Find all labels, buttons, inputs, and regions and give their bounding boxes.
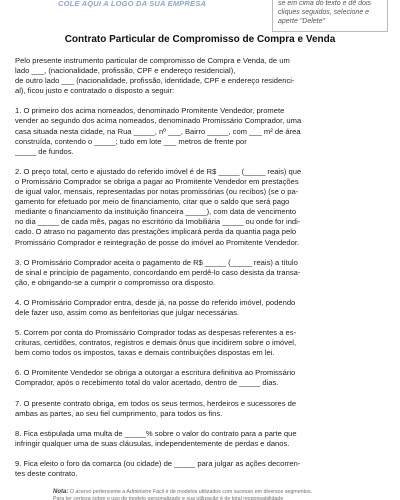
text-line: infringir qualquer uma de suas cláusulas, independentemente de perdas e danos. — [15, 438, 290, 448]
tip-line: aperte "Delete" — [278, 18, 325, 25]
text-line: al), ficou justo e contratado o disposto a seguir: — [15, 86, 175, 96]
contract-title: Contrato Particular de Compromisso de Compra e Venda — [64, 34, 336, 45]
text-line: 5. Correm por conta do Promissário Comprador todas as despesas referentes a es- — [15, 328, 297, 338]
text-line: mediante o financiamento da instituição financeira _____), com data de vencimento — [15, 207, 297, 217]
text-line: ção, e obrigando-se a cumprir o compromisso ora disposto. — [15, 277, 216, 287]
text-line: lado ___, (nacionalidade, profissão, CPF e endereço residencial), — [15, 66, 236, 76]
text-line: Pelo presente instrumento particular de compromisso de Compra e Venda, de um — [15, 56, 290, 65]
text-line: de sinal e princípio de pagamento, concordando em perdê-lo caso desista da transa- — [15, 267, 301, 277]
text-line: de outro lado ___ (nacionalidade, profissão, identidade, CPF e endereço residenci- — [15, 76, 295, 86]
contract-body — [15, 56, 387, 489]
text-line: casa situada nesta cidade, na Rua _____, nº ___, Bairro _____, com ___ m² de área — [15, 126, 301, 136]
footer-note — [53, 489, 393, 500]
text-line: construída, contendo o _____; tudo em lote ___ metros de frente por — [15, 136, 247, 146]
text-line: de igual valor, mensais, representadas por notas promissórias (ou recibos) (se o pa- — [15, 187, 299, 197]
clause-1 — [15, 106, 387, 156]
text-line: 8. Fica estipulada uma multa de _____% sobre o valor do contrato para a parte que — [15, 428, 297, 438]
logo-placeholder: COLE AQUI A LOGO DA SUA EMPRESA — [58, 0, 207, 8]
text-line: tes deste contrato. — [15, 469, 78, 478]
text-line: _____ de fundos. — [15, 146, 74, 156]
clause-4 — [15, 298, 387, 318]
text-line: cado. O atraso no pagamento das prestações implicará perda da quantia paga pelo — [15, 227, 297, 237]
clause-9 — [15, 459, 387, 479]
footer-label: Nota: — [53, 489, 69, 495]
text-line: bem como todos os impostos, taxas e demais contribuições dispostas em lei. — [15, 348, 275, 358]
text-line: 3. O Promissário Comprador aceita o pagamento de R$ _____ (_____ reais) a título — [15, 257, 298, 267]
tip-line: se em cima do texto e dê dois — [278, 0, 371, 7]
clause-5 — [15, 328, 387, 358]
text-line: vender ao segundo dos acima nomeados, denominado Promissário Comprador, uma — [15, 116, 302, 126]
text-line: 1. O primeiro dos acima nomeados, denominado Promitente Vendedor, promete — [15, 106, 285, 116]
clause-8 — [15, 429, 387, 449]
instruction-tip-box — [272, 0, 388, 32]
text-line: ambas as partes, ao seu fiel cumprimento, para todos os fins. — [15, 408, 223, 418]
clause-7 — [15, 399, 387, 419]
text-line: gamento for efetuado por meio de financiamento, citar que o saldo que será pago — [15, 197, 290, 207]
tip-line: cliques seguidos, selecione e — [278, 9, 370, 16]
text-line: 9. Fica eleito o foro da comarca (ou cidade) de _____ para julgar as ações decorren- — [15, 458, 301, 468]
text-line: dele fazer uso, assim como as benfeitorias que julgar necessárias. — [15, 307, 240, 317]
text-line: o Promissário Comprador se obriga a pagar ao Promitente Vendedor em prestações — [15, 176, 299, 186]
text-line: no dia _____ de cada mês, pagas no escritório da Imobiliária _____ ou onde for indi- — [15, 217, 301, 227]
clause-2 — [15, 167, 387, 248]
clause-6 — [15, 368, 387, 388]
text-line: Promissário Comprador e reintegração de posse do imóvel ao Promitente Vendedor. — [15, 237, 300, 247]
footer-text: O acervo pertencente a Administre Fácil é de modelos utilizados com sucesso em diversos segmentos. — [69, 489, 313, 495]
text-line: Comprador, após o recebimento total do valor acertado, dentro de _____ dias. — [15, 378, 279, 388]
text-line: 4. O Promissário Comprador entra, desde já, na posse do referido imóvel, podendo — [15, 297, 296, 307]
footer-line: Para ter certeza sobre o uso de modelo personalizado e sua utilização é de total responsabilidade — [53, 495, 284, 500]
clause-3 — [15, 258, 387, 288]
text-line: 2. O preço total, certo e ajustado do referido imóvel é de R$ _____ (_____ reais) que — [15, 166, 302, 176]
intro-paragraph — [15, 56, 387, 96]
text-line: 7. O presente contrato obriga, em todos os seus termos, herdeiros e sucessores de — [15, 398, 297, 408]
text-line: crituras, certidões, contratos, registros e demais ônus que incidirem sobre o imóvel, — [15, 338, 297, 348]
text-line: 6. O Promitente Vendedor se obriga a outorgar a escritura definitiva ao Promissário — [15, 368, 296, 378]
